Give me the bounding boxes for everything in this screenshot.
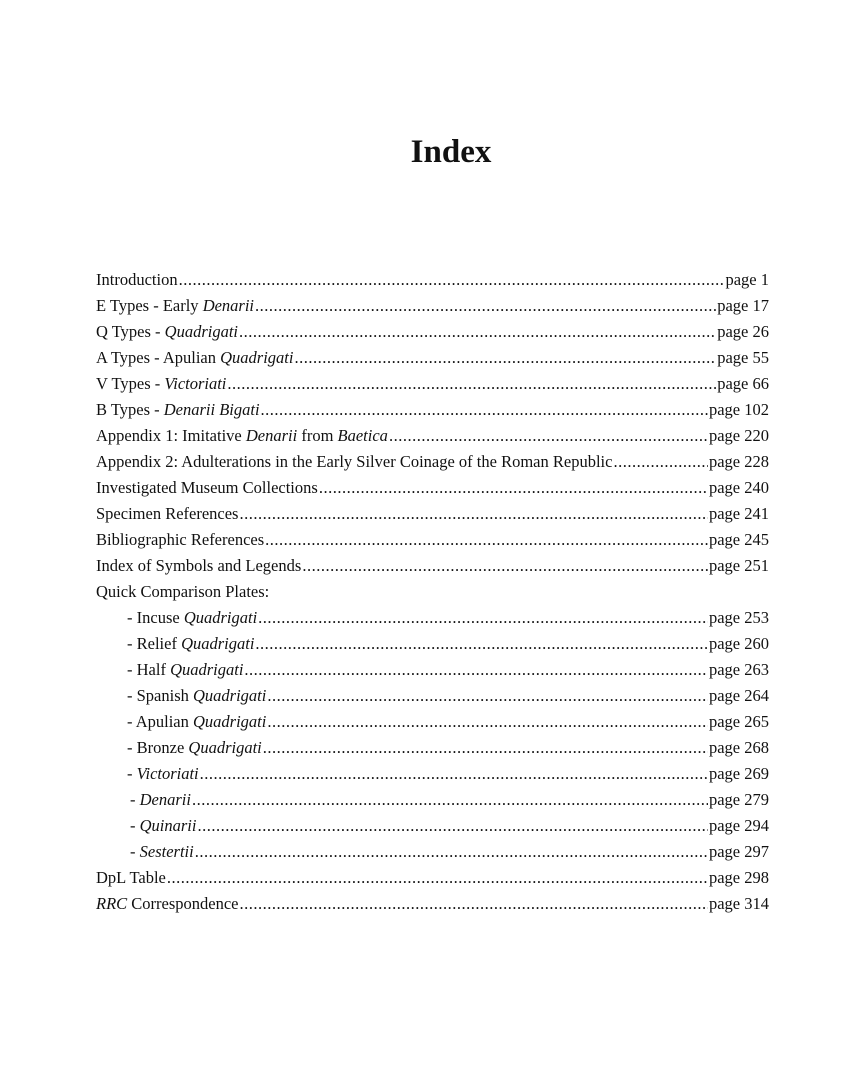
label-text: - [127, 764, 137, 783]
index-entry-label [96, 397, 260, 423]
index-entry [96, 579, 769, 605]
index-entry-label [96, 371, 226, 397]
index-entry-label [96, 423, 388, 449]
italic-term: Quadrigati [181, 634, 255, 653]
index-entry-label [130, 787, 191, 813]
label-text: - Incuse [127, 608, 184, 627]
italic-term: RRC [96, 894, 128, 913]
page-number: page 264 [708, 686, 769, 705]
page-number: page 251 [708, 556, 769, 575]
dot-leader [389, 423, 708, 449]
index-entry [96, 605, 769, 631]
italic-term: Quadrigati [170, 660, 244, 679]
page-number: page 297 [708, 842, 769, 861]
label-text: Specimen References [96, 504, 239, 523]
label-text: - Apulian [127, 712, 193, 731]
index-entry [96, 475, 769, 501]
italic-term: Quadrigati [193, 712, 267, 731]
label-text: Correspondence [127, 894, 239, 913]
label-text: - Bronze [127, 738, 189, 757]
index-entry [96, 813, 769, 839]
dot-leader [258, 605, 708, 631]
index-entry-label [127, 709, 266, 735]
dot-leader [265, 527, 708, 553]
label-text: E Types - Early [96, 296, 203, 315]
index-entry [96, 865, 769, 891]
italic-term: Quadrigati [164, 322, 239, 341]
index-entry-label [96, 293, 254, 319]
label-text: A Types - Apulian [96, 348, 221, 367]
label-text: - Relief [127, 634, 182, 653]
page-number: page 220 [708, 426, 769, 445]
label-text: Quick Comparison Plates: [96, 582, 270, 601]
page-number: page 268 [708, 738, 769, 757]
dot-leader [261, 397, 708, 423]
italic-term: Denarii [202, 296, 255, 315]
dot-leader [255, 293, 716, 319]
page-number: page 17 [717, 296, 769, 315]
index-entry-label [127, 761, 199, 787]
index-entry-label [96, 527, 264, 553]
index-entry [96, 267, 769, 293]
page-number: page 279 [708, 790, 769, 809]
index-entry-label [96, 891, 239, 917]
label-text: - [130, 842, 140, 861]
index-entry-label [96, 553, 301, 579]
page-number: page 265 [708, 712, 769, 731]
index-entry-label [96, 267, 178, 293]
italic-term: Victoriati [136, 764, 199, 783]
index-entry-label [127, 683, 266, 709]
label-text: Bibliographic References [96, 530, 265, 549]
dot-leader [613, 449, 708, 475]
index-entry [96, 761, 769, 787]
index-entry [96, 735, 769, 761]
index-entry [96, 683, 769, 709]
index-entry-label [96, 579, 269, 605]
page-number: page 245 [708, 530, 769, 549]
label-text: Appendix 1: Imitative [96, 426, 246, 445]
page-number: page 314 [708, 894, 769, 913]
index-list [96, 267, 769, 917]
page-number: page 66 [717, 374, 769, 393]
index-entry-label [96, 449, 612, 475]
label-text: Index of Symbols and Legends [96, 556, 302, 575]
index-entry-label [96, 865, 166, 891]
index-entry [96, 527, 769, 553]
label-text: B Types - [96, 400, 164, 419]
page-number: page 269 [708, 764, 769, 783]
dot-leader [192, 787, 708, 813]
dot-leader [294, 345, 716, 371]
label-text: - [130, 790, 140, 809]
page-number: page 241 [708, 504, 769, 523]
italic-term: Sestertii [139, 842, 194, 861]
page-number: page 298 [708, 868, 769, 887]
label-text: DpL Table [96, 868, 166, 887]
index-entry [96, 449, 769, 475]
page-number: page 26 [717, 322, 769, 341]
italic-term: Quinarii [139, 816, 197, 835]
index-entry [96, 631, 769, 657]
page-number: page 253 [708, 608, 769, 627]
index-entry-label [127, 735, 262, 761]
index-entry [96, 891, 769, 917]
dot-leader [267, 683, 708, 709]
index-entry-label [130, 839, 194, 865]
dot-leader [239, 501, 707, 527]
dot-leader [200, 761, 708, 787]
index-entry [96, 345, 769, 371]
label-text: Q Types - [96, 322, 165, 341]
italic-term: Quadrigati [193, 686, 267, 705]
index-entry [96, 709, 769, 735]
dot-leader [240, 891, 708, 917]
italic-term: Denarii [245, 426, 298, 445]
dot-leader [239, 319, 716, 345]
index-entry [96, 787, 769, 813]
dot-leader [255, 631, 708, 657]
index-entry [96, 423, 769, 449]
dot-leader [197, 813, 708, 839]
italic-term: Denarii Bigati [163, 400, 260, 419]
index-entry-label [96, 475, 318, 501]
label-text: Introduction [96, 270, 178, 289]
index-entry [96, 501, 769, 527]
label-text: Investigated Museum Collections [96, 478, 318, 497]
label-text: - Half [127, 660, 171, 679]
page-number: page 263 [708, 660, 769, 679]
label-text: Appendix 2: Adulterations in the Early Silver Coinage of the Roman Republic [96, 452, 613, 471]
dot-leader [319, 475, 708, 501]
index-entry-label [96, 345, 293, 371]
italic-term: Victoriati [164, 374, 227, 393]
label-text: from [297, 426, 338, 445]
page-number: page 294 [708, 816, 769, 835]
dot-leader [244, 657, 708, 683]
italic-term: Quadrigati [188, 738, 262, 757]
italic-term: Baetica [337, 426, 388, 445]
page-number: page 260 [708, 634, 769, 653]
index-entry-label [96, 501, 238, 527]
dot-leader [195, 839, 708, 865]
page-number: page 55 [717, 348, 769, 367]
label-text: V Types - [96, 374, 165, 393]
index-entry [96, 371, 769, 397]
page-number: page 102 [708, 400, 769, 419]
dot-leader [179, 267, 725, 293]
index-entry [96, 293, 769, 319]
page-number: page 228 [708, 452, 769, 471]
page-number: page 1 [725, 270, 769, 289]
italic-term: Quadrigati [183, 608, 258, 627]
dot-leader [267, 709, 708, 735]
italic-term: Quadrigati [220, 348, 294, 367]
index-entry [96, 553, 769, 579]
index-entry-label [96, 319, 238, 345]
index-entry [96, 397, 769, 423]
page-title: Index [410, 134, 492, 170]
index-entry [96, 319, 769, 345]
dot-leader [302, 553, 708, 579]
index-entry [96, 657, 769, 683]
index-entry [96, 839, 769, 865]
index-entry-label [127, 605, 257, 631]
dot-leader [227, 371, 716, 397]
label-text: - [130, 816, 140, 835]
italic-term: Denarii [139, 790, 191, 809]
index-entry-label [127, 657, 243, 683]
index-entry-label [130, 813, 196, 839]
dot-leader [263, 735, 708, 761]
label-text: - Spanish [127, 686, 193, 705]
page-number: page 240 [708, 478, 769, 497]
dot-leader [167, 865, 708, 891]
index-entry-label [127, 631, 254, 657]
